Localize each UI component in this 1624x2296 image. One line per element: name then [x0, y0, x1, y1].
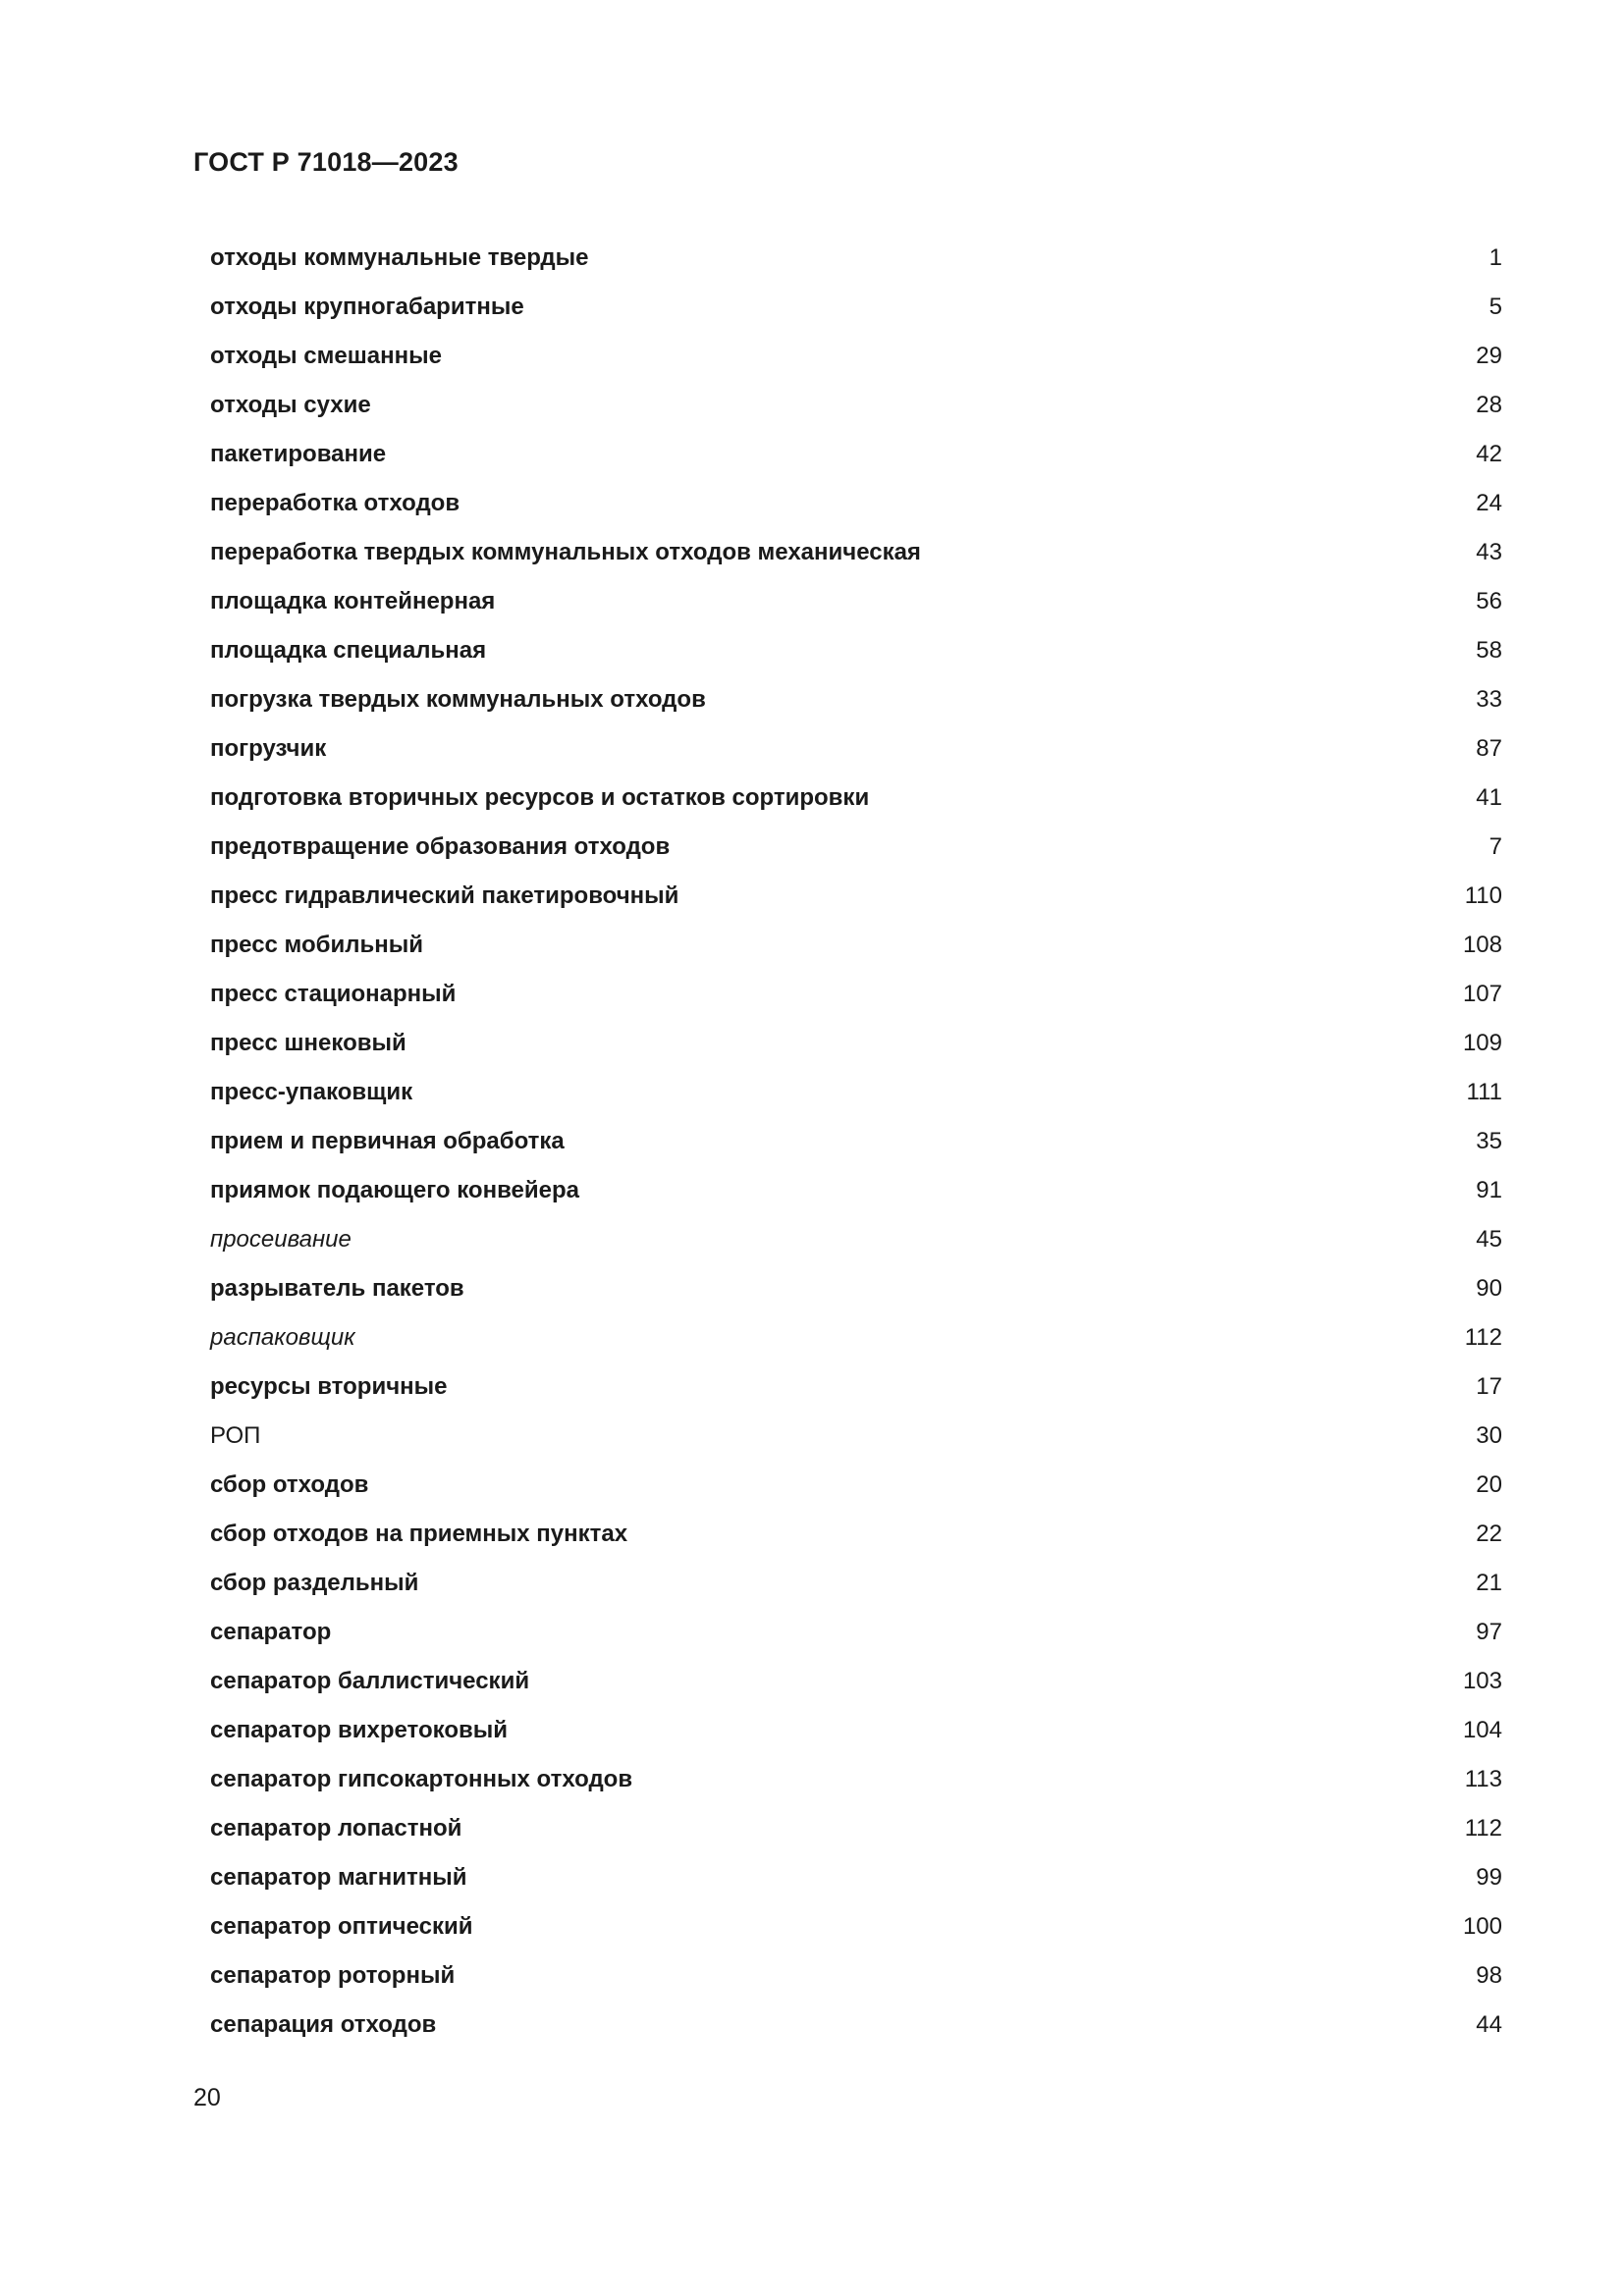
- index-entry: [210, 1706, 1502, 1755]
- index-entry: [210, 234, 1502, 283]
- index-entry: [210, 577, 1502, 626]
- index-term: сепаратор лопастной: [210, 1815, 462, 1842]
- index-entry: [210, 675, 1502, 724]
- index-entry: [210, 1559, 1502, 1608]
- index-term-number: 33: [1476, 686, 1502, 713]
- index-entry: [210, 2001, 1502, 2050]
- index-entry: [210, 528, 1502, 577]
- index-entry: [210, 872, 1502, 921]
- index-term-number: 1: [1489, 244, 1502, 271]
- index-term-number: 111: [1466, 1079, 1502, 1105]
- index-term: ресурсы вторичные: [210, 1373, 448, 1400]
- index-term: отходы сухие: [210, 392, 371, 418]
- index-term-number: 58: [1476, 637, 1502, 664]
- index-term: прием и первичная обработка: [210, 1128, 565, 1154]
- index-term-number: 100: [1462, 1913, 1502, 1940]
- index-entry: [210, 1412, 1502, 1461]
- index-term-number: 110: [1464, 882, 1502, 909]
- index-term: сепаратор баллистический: [210, 1668, 530, 1694]
- index-term-number: 103: [1462, 1668, 1502, 1694]
- index-term-number: 112: [1464, 1324, 1502, 1351]
- index-term-number: 113: [1464, 1766, 1502, 1792]
- index-term-number: 44: [1476, 2011, 1502, 2038]
- index-term-number: 42: [1476, 441, 1502, 467]
- index-entry: [210, 774, 1502, 823]
- index-term: пресс стационарный: [210, 981, 457, 1007]
- index-term-number: 98: [1476, 1962, 1502, 1989]
- index-entry: [210, 1902, 1502, 1951]
- index-term-number: 21: [1476, 1570, 1502, 1596]
- index-entry: [210, 1657, 1502, 1706]
- index-term: подготовка вторичных ресурсов и остатков сортировки: [210, 784, 870, 811]
- index-term: сбор отходов: [210, 1471, 369, 1498]
- index-term-number: 24: [1476, 490, 1502, 516]
- index-term: площадка контейнерная: [210, 588, 496, 614]
- index-entry: [210, 921, 1502, 970]
- index-term-number: 56: [1476, 588, 1502, 614]
- index-entry: [210, 1951, 1502, 2001]
- document-header: ГОСТ Р 71018—2023: [193, 147, 459, 177]
- index-term-number: 30: [1476, 1422, 1502, 1449]
- index-term: сепаратор роторный: [210, 1962, 456, 1989]
- index-term-number: 112: [1464, 1815, 1502, 1842]
- index-term: пресс гидравлический пакетировочный: [210, 882, 679, 909]
- index-term: предотвращение образования отходов: [210, 833, 671, 860]
- index-term: переработка отходов: [210, 490, 460, 516]
- index-entry: [210, 1755, 1502, 1804]
- index-entry: [210, 1313, 1502, 1362]
- index-entry: [210, 1019, 1502, 1068]
- index-entry: [210, 1608, 1502, 1657]
- index-term: сбор раздельный: [210, 1570, 419, 1596]
- index-entry: [210, 1804, 1502, 1853]
- index-term-number: 104: [1462, 1717, 1502, 1743]
- index-term-number: 99: [1476, 1864, 1502, 1891]
- index-term-number: 91: [1476, 1177, 1502, 1203]
- term-index-list: [210, 234, 1502, 2050]
- index-term: отходы коммунальные твердые: [210, 244, 589, 271]
- index-entry: [210, 381, 1502, 430]
- index-term-number: 41: [1476, 784, 1502, 811]
- index-term: распаковщик: [210, 1324, 355, 1351]
- index-term-number: 17: [1476, 1373, 1502, 1400]
- index-entry: [210, 1166, 1502, 1215]
- index-entry: [210, 1117, 1502, 1166]
- index-term-number: 22: [1476, 1521, 1502, 1547]
- index-term: сепаратор гипсокартонных отходов: [210, 1766, 633, 1792]
- index-term: сепаратор магнитный: [210, 1864, 467, 1891]
- index-term-number: 20: [1476, 1471, 1502, 1498]
- index-entry: [210, 1362, 1502, 1412]
- index-entry: [210, 283, 1502, 332]
- index-entry: [210, 1853, 1502, 1902]
- index-entry: [210, 724, 1502, 774]
- index-term: погрузка твердых коммунальных отходов: [210, 686, 706, 713]
- index-entry: [210, 626, 1502, 675]
- index-term: сепаратор вихретоковый: [210, 1717, 508, 1743]
- index-entry: [210, 332, 1502, 381]
- index-entry: [210, 1510, 1502, 1559]
- index-term-number: 29: [1476, 343, 1502, 369]
- index-term: сепаратор оптический: [210, 1913, 473, 1940]
- index-entry: [210, 1215, 1502, 1264]
- index-entry: [210, 1068, 1502, 1117]
- index-term: пакетирование: [210, 441, 387, 467]
- index-term-number: 7: [1489, 833, 1502, 860]
- index-entry: [210, 479, 1502, 528]
- index-term: приямок подающего конвейера: [210, 1177, 579, 1203]
- index-term: пресс мобильный: [210, 932, 423, 958]
- index-entry: [210, 1461, 1502, 1510]
- index-term: отходы крупногабаритные: [210, 294, 524, 320]
- index-term: сбор отходов на приемных пунктах: [210, 1521, 628, 1547]
- index-term-number: 87: [1476, 735, 1502, 762]
- index-term-number: 45: [1476, 1226, 1502, 1253]
- index-term-number: 107: [1462, 981, 1502, 1007]
- index-term-number: 35: [1476, 1128, 1502, 1154]
- index-term: просеивание: [210, 1226, 352, 1253]
- index-entry: [210, 1264, 1502, 1313]
- index-term: погрузчик: [210, 735, 327, 762]
- index-term: сепаратор: [210, 1619, 332, 1645]
- index-term-number: 108: [1462, 932, 1502, 958]
- index-term-number: 5: [1489, 294, 1502, 320]
- index-entry: [210, 823, 1502, 872]
- index-term: переработка твердых коммунальных отходов механическая: [210, 539, 921, 565]
- index-term-number: 90: [1476, 1275, 1502, 1302]
- index-term-number: 109: [1462, 1030, 1502, 1056]
- index-term: пресс-упаковщик: [210, 1079, 413, 1105]
- index-term: разрыватель пакетов: [210, 1275, 464, 1302]
- index-term: площадка специальная: [210, 637, 487, 664]
- page-number: 20: [193, 2084, 221, 2111]
- index-term: РОП: [210, 1422, 261, 1449]
- index-term-number: 97: [1476, 1619, 1502, 1645]
- index-term-number: 43: [1476, 539, 1502, 565]
- index-term: пресс шнековый: [210, 1030, 406, 1056]
- index-term-number: 28: [1476, 392, 1502, 418]
- index-term: отходы смешанные: [210, 343, 442, 369]
- index-term: сепарация отходов: [210, 2011, 437, 2038]
- index-entry: [210, 970, 1502, 1019]
- index-entry: [210, 430, 1502, 479]
